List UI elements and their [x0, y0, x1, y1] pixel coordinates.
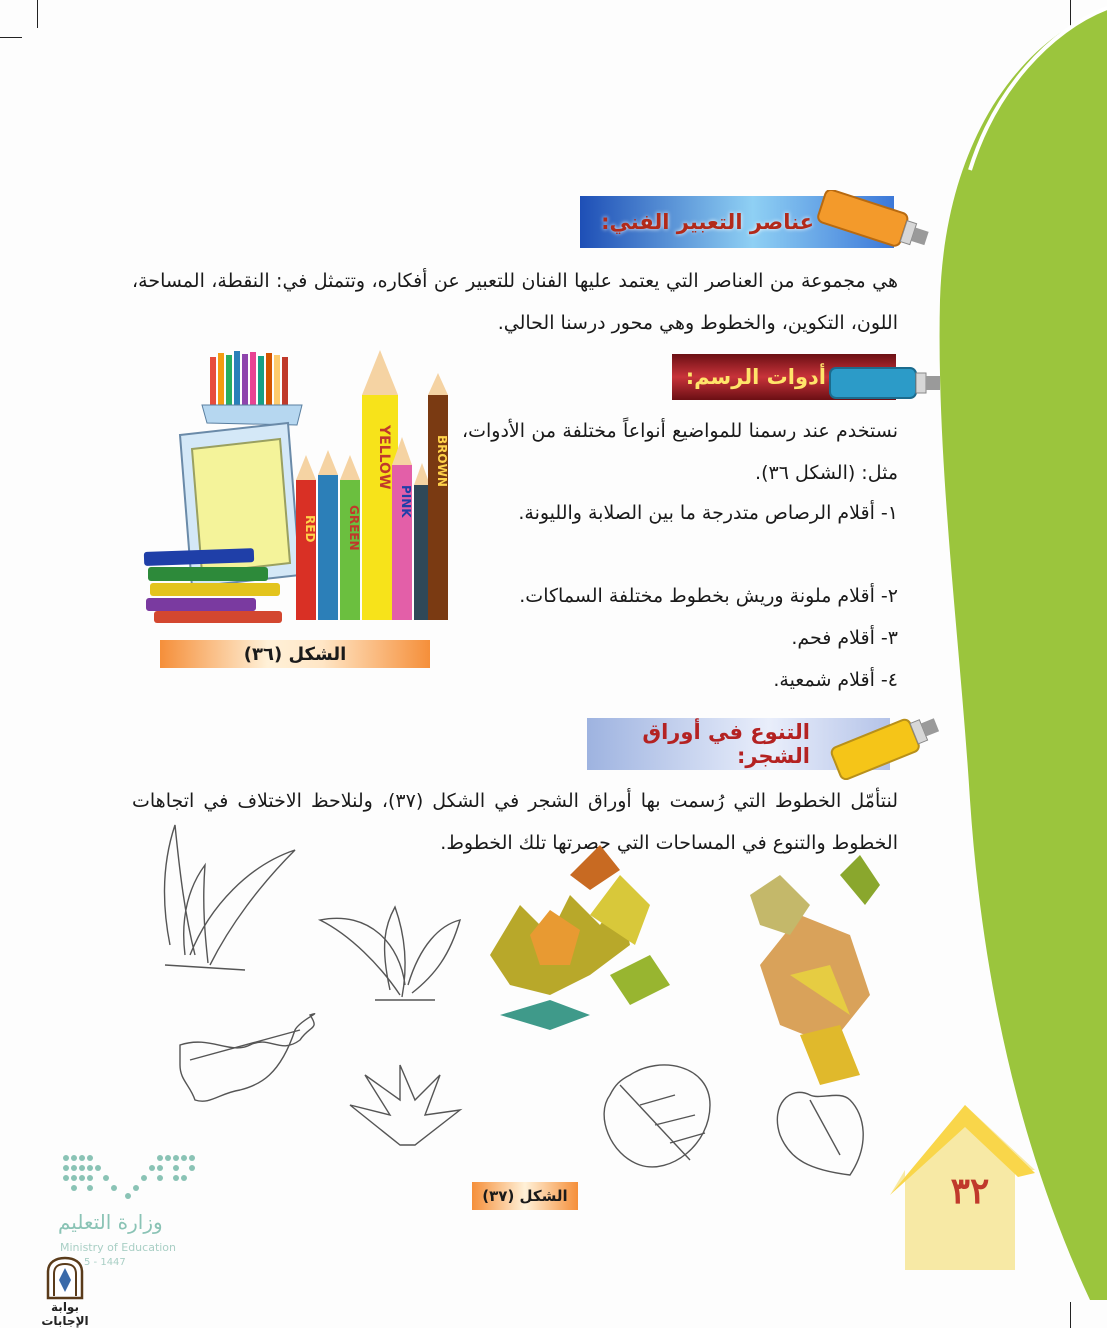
page-number: ٣٢ — [950, 1170, 990, 1212]
figure-37-caption: الشكل (٣٧) — [472, 1182, 578, 1210]
figure-36-caption: الشكل (٣٦) — [160, 640, 430, 668]
paint-tube-icon — [826, 362, 944, 404]
ministry-name-arabic: وزارة التعليم — [58, 1210, 163, 1234]
pencil-label-pink: PINK — [399, 485, 413, 518]
autumn-leaves-branch-icon — [750, 855, 880, 1085]
section3-paragraph: لنتأمّل الخطوط التي رُسمت بها أوراق الشجر في الشكل (٣٧)، ولنلاحظ الاختلاف في اتجاهات الخطوط والتنوع في المساحات التي حصرتها تلك الخطوط. — [132, 790, 898, 854]
heading-text: عناصر التعبير الفني: — [601, 210, 814, 234]
veined-leaf-sketch-icon — [604, 1065, 710, 1167]
heart-leaf-sketch-icon — [777, 1092, 863, 1175]
ministry-dots-logo-icon — [60, 1152, 200, 1202]
crop-mark — [0, 37, 22, 38]
grass-leaves-sketch-icon — [165, 825, 295, 970]
crop-mark — [37, 0, 38, 28]
pencil-label-brown: BROWN — [435, 435, 449, 487]
portal-name: بوابة الإجابات — [41, 1300, 89, 1328]
pencil-label-red: RED — [303, 515, 317, 543]
paint-tube-icon — [812, 190, 934, 260]
sprout-leaves-sketch-icon — [320, 907, 460, 1000]
section1-paragraph: هي مجموعة من العناصر التي يعتمد عليها الفنان للتعبير عن أفكاره، وتتمثل في: النقطة، المساحة، اللون، التكوين، والخطوط وهي محور درسنا الحالي. — [132, 270, 898, 334]
leaves-figure — [150, 815, 900, 1185]
tool-list-item-3: ٣- أقلام فحم. — [791, 627, 898, 649]
heading-text: التنوع في أوراق الشجر: — [642, 720, 810, 768]
autumn-leaves-cluster-icon — [490, 845, 670, 1030]
edition-year: 5 - 1447 — [84, 1257, 126, 1268]
pencils-illustration — [140, 345, 452, 625]
paint-tube-icon — [826, 708, 948, 780]
tool-list-item-4: ٤- أقلام شمعية. — [773, 669, 898, 691]
section2-intro: نستخدم عند رسمنا للمواضيع أنواعاً مختلفة من الأدوات، مثل: (الشكل ٣٦). — [462, 420, 898, 484]
labeled-pencils-icon — [296, 350, 449, 620]
star-leaf-sketch-icon — [350, 1065, 460, 1145]
tool-list-item-2: ٢- أقلام ملونة وريش بخطوط مختلفة السماكات. — [519, 585, 898, 607]
pencil-label-green: GREEN — [347, 505, 361, 551]
pencil-label-yellow: YELLOW — [376, 425, 392, 490]
pen-nib-logo-icon — [44, 1256, 86, 1300]
tool-list-item-1: ١- أقلام الرصاص متدرجة ما بين الصلابة والليونة. — [518, 502, 898, 524]
oak-leaf-sketch-icon — [180, 1014, 315, 1102]
ministry-name-english: Ministry of Education — [60, 1241, 177, 1254]
heading-text: أدوات الرسم: — [685, 365, 826, 389]
